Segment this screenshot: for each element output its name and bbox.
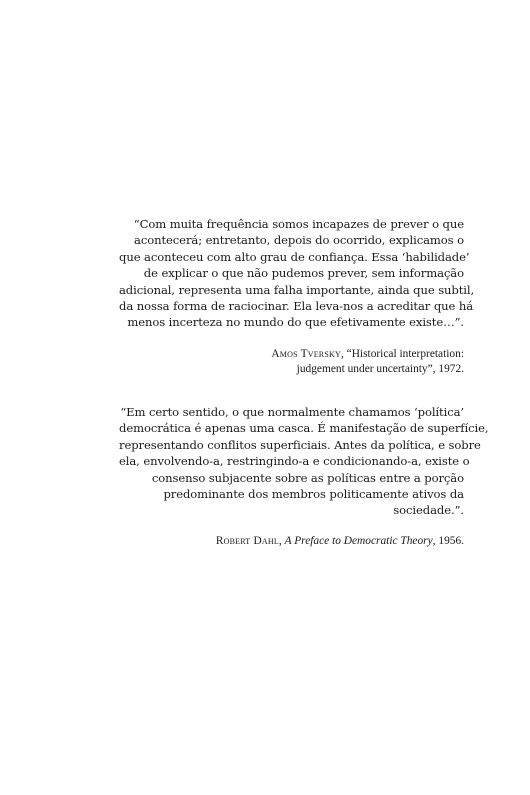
epigraph-attribution [119,534,464,550]
quote-line: adicional, representa uma falha importante, ainda que subtil, [119,282,475,297]
quote-line: representando conflitos superficiais. Antes da política, e sobre [119,437,481,452]
attribution-line: judgement under uncertainty”, 1972. [296,363,464,376]
quote-line: “Com muita frequência somos incapazes de prever o que [133,217,464,231]
publication-year: , 1956. [432,534,464,547]
attribution-line [119,534,464,550]
quote-line: democrática é apenas uma casca. É manifestação de superfície, [119,421,489,436]
attribution-line [119,347,464,363]
epigraph-quote [119,404,489,519]
quote-line: consenso subjacente sobre as políticas entre a porção [151,470,464,485]
epigraph-quote [119,216,475,331]
quote-line: menos incerteza no mundo do que efetivamente existe…”. [127,315,464,330]
epigraph-tversky [119,216,475,378]
quote-line: “Em certo sentido, o que normalmente chamamos ‘política’ [120,405,464,419]
source-title: , “Historical interpretation: [340,347,464,360]
quote-line: de explicar o que não pudemos prever, sem informação [143,266,464,281]
author-name: Robert Dahl [215,534,279,547]
quote-line: da nossa forma de raciocinar. Ela leva-nos a acreditar que há [119,299,474,314]
separator: , [278,534,285,547]
epigraph-attribution [119,347,464,378]
epigraph-dahl [119,404,489,549]
quote-line: acontecerá; entretanto, depois do ocorrido, explicamos o [134,233,464,248]
quote-line: ela, envolvendo-a, restringindo-a e condicionando-a, existe o [119,454,470,469]
quote-line: predominante dos membros politicamente ativos da [163,487,464,502]
quote-line: que aconteceu com alto grau de confiança. Essa ‘habilidade’ [119,249,470,264]
work-title: A Preface to Democratic Theory [284,534,433,547]
author-name: Amos Tversky [271,347,341,360]
quote-line: sociedade.”. [393,503,464,518]
